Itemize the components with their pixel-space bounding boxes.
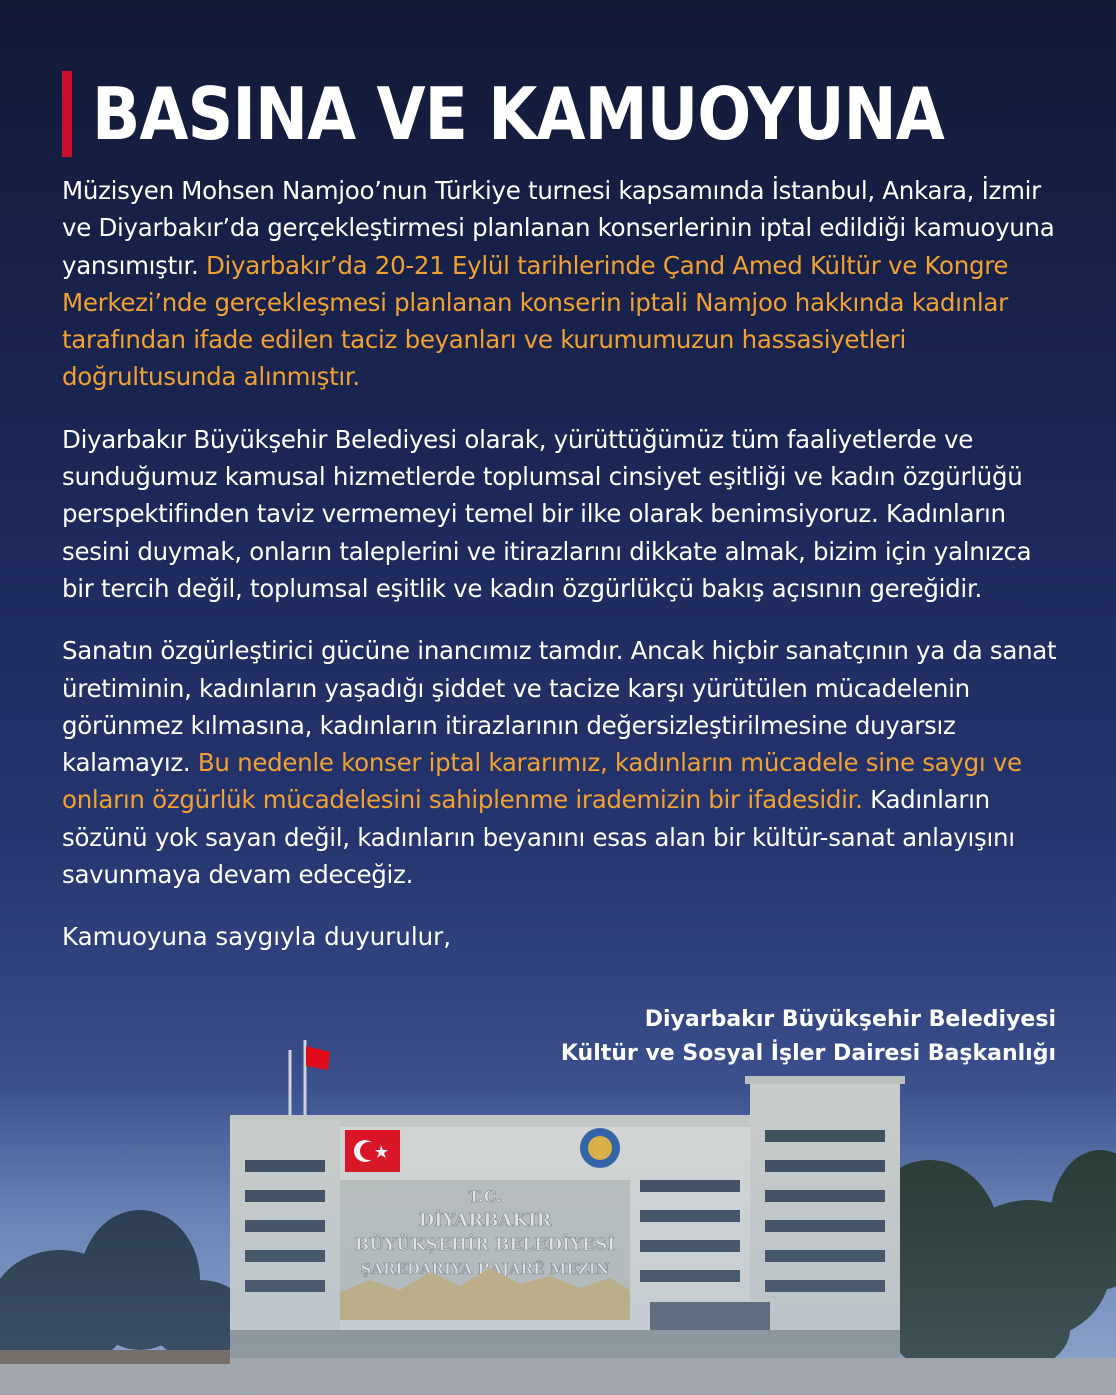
paragraph-1 <box>62 172 1062 396</box>
signature-line-1: Diyarbakır Büyükşehir Belediyesi <box>644 1007 1056 1032</box>
paragraph-1-text: Müzisyen Mohsen Namjoo’nun Türkiye turnesi kapsamında İstanbul, Ankara, İzmir ve Diyarbakır’da gerçekleştirmesi planlanan konserlerinin iptal edildiği kamuoyuna yansımıştır. <box>62 176 1055 280</box>
page-title: BASINA VE KAMUOYUNA <box>92 72 944 156</box>
closing-line: Kamuoyuna saygıyla duyurulur, <box>62 922 452 952</box>
municipality-building-illustration <box>0 1040 1116 1395</box>
paragraph-2-text: Diyarbakır Büyükşehir Belediyesi olarak, yürüttüğümüz tüm faaliyetlerde ve sunduğumuz kamusal hizmetlerde toplumsal cinsiyet eşitliği ve kadın özgürlüğü perspektifinden taviz vermemeyi temel bir ilke olarak benimsiyoruz. Kadınların sesini duymak, onların taleplerini ve itirazlarını dikkate almak, bizim için yalnızca bir tercih değil, toplumsal eşitlik ve kadın özgürlükçü bakış açısının gereğidir. <box>62 424 1032 603</box>
header <box>62 70 1060 158</box>
paragraph-3-text-end: Kadınların sözünü yok sayan değil, kadınların beyanını esas alan bir kültür-sanat anlayışını savunmaya devam edeceğiz. <box>62 785 1015 890</box>
paragraph-2 <box>62 421 1062 607</box>
accent-bar <box>62 71 72 157</box>
paragraph-3-text: Sanatın özgürleştirici gücüne inancımız tamdır. Ancak hiçbir sanatçının ya da sanat üretiminin, kadınların yaşadığı şiddet ve tacize karşı yürütülen mücadelenin görünmez kılmasına, kadınların itirazlarının değersizleştirilmesine duyarsız kalamayız. <box>62 636 1057 778</box>
paragraph-1-highlight: Diyarbakır’da 20-21 Eylül tarihlerinde Çand Amed Kültür ve Kongre Merkezi’nde gerçekleşmesi planlanan konserin iptali Namjoo hakkında kadınlar tarafından ifade edilen taciz beyanları ve kurumumuzun hassasiyetleri doğrultusunda alınmıştır. <box>62 250 1009 392</box>
paragraph-3-highlight: Bu nedenle konser iptal kararımız, kadınların mücadele sine saygı ve onların özgürlük mücadelesini sahiplenme irademizin bir ifadesidir. <box>62 748 1022 815</box>
paragraph-3 <box>62 632 1062 893</box>
statement-body <box>62 172 1062 955</box>
